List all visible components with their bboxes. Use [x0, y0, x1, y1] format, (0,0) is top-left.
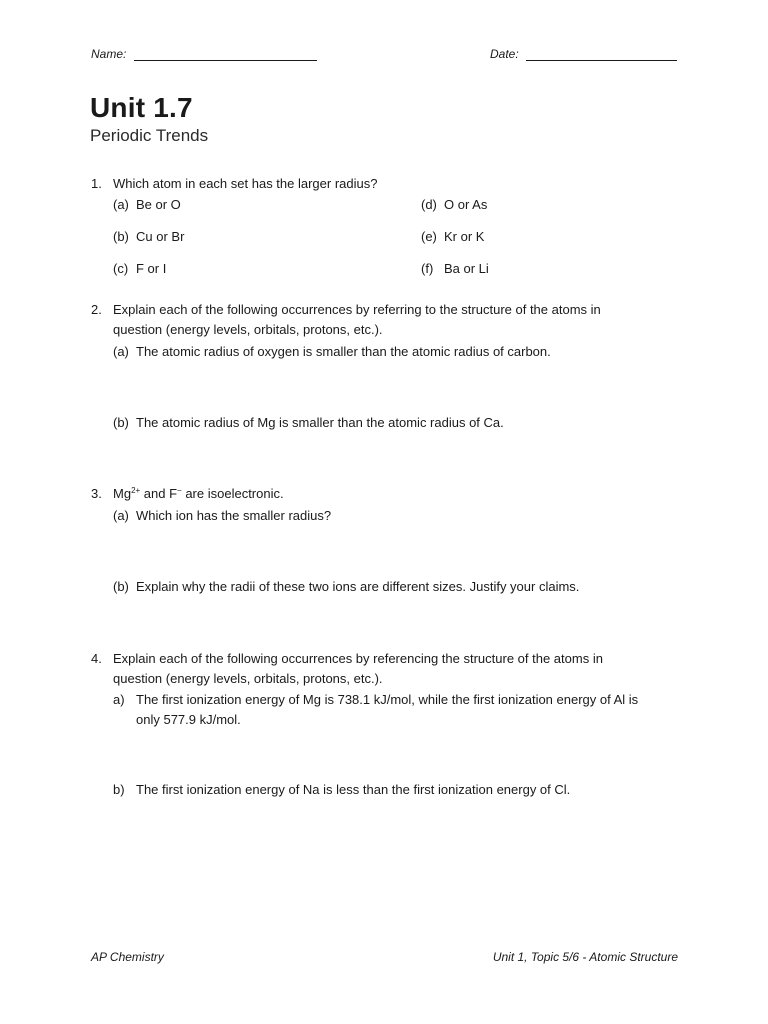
ion-mg: Mg: [113, 486, 132, 501]
question-text-line1: Explain each of the following occurrences by referencing the structure of the atoms in: [113, 651, 603, 666]
name-label: Name:: [91, 47, 127, 61]
part-text: Cu or Br: [136, 229, 185, 244]
part-label: (b): [113, 415, 129, 430]
question-number: 4.: [91, 651, 102, 666]
part-text: O or As: [444, 197, 488, 212]
part-text: Kr or K: [444, 229, 485, 244]
question-text-line2: question (energy levels, orbitals, protons, etc.).: [113, 322, 383, 337]
part-label: (b): [113, 229, 129, 244]
part-label: a): [113, 692, 125, 707]
part-label: (b): [113, 579, 129, 594]
part-text: Which ion has the smaller radius?: [136, 508, 332, 523]
date-blank-line[interactable]: [526, 47, 677, 61]
ion-mg-charge: 2+: [131, 486, 141, 495]
part-text: F or I: [136, 261, 167, 276]
part-label: (a): [113, 344, 129, 359]
part-label: b): [113, 782, 125, 797]
question-text-rest: are isoelectronic.: [181, 486, 284, 501]
part-text: The atomic radius of oxygen is smaller than the atomic radius of carbon.: [136, 344, 551, 359]
part-label: (d): [421, 197, 437, 212]
page-subtitle: Periodic Trends: [90, 126, 209, 145]
part-label: (a): [113, 197, 129, 212]
ion-f-charge: −: [177, 486, 182, 495]
page-title: Unit 1.7: [90, 92, 193, 123]
part-text: Explain why the radii of these two ions are different sizes. Justify your claims.: [136, 579, 580, 594]
question-text: [113, 484, 284, 504]
footer-course: AP Chemistry: [91, 950, 164, 964]
part-label: (a): [113, 508, 129, 523]
part-label: (f): [421, 261, 434, 276]
part-text: Ba or Li: [444, 261, 489, 276]
ion-f: and F: [140, 486, 178, 501]
question-number: 2.: [91, 302, 102, 317]
date-label: Date:: [490, 47, 519, 61]
part-text-line1: The first ionization energy of Na is less than the first ionization energy of Cl.: [136, 782, 571, 797]
part-label: (c): [113, 261, 129, 276]
question-text-line1: Explain each of the following occurrences by referring to the structure of the atoms in: [113, 302, 601, 317]
name-blank-line[interactable]: [134, 47, 317, 61]
date-field-row: [490, 47, 677, 61]
part-text: Be or O: [136, 197, 181, 212]
footer-topic: Unit 1, Topic 5/6 - Atomic Structure: [492, 950, 678, 964]
name-field-row: [91, 47, 317, 61]
question-number: 1.: [91, 176, 102, 191]
part-label: (e): [421, 229, 437, 244]
part-text-line1: The first ionization energy of Mg is 738.1 kJ/mol, while the first ionization energy of Al is: [136, 692, 639, 707]
part-text-line2: only 577.9 kJ/mol.: [136, 712, 241, 727]
part-text: The atomic radius of Mg is smaller than the atomic radius of Ca.: [136, 415, 504, 430]
question-text: Which atom in each set has the larger radius?: [113, 176, 378, 191]
question-text-line2: question (energy levels, orbitals, protons, etc.).: [113, 671, 383, 686]
question-number: 3.: [91, 486, 102, 501]
